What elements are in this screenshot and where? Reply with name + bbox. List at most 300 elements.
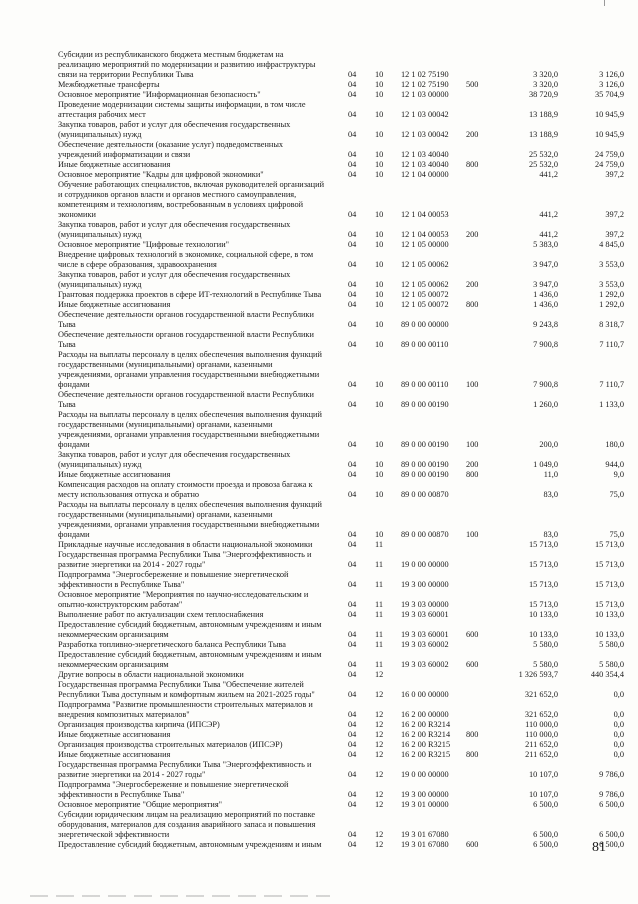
- row-name: Закупка товаров, работ и услуг для обеспечения государственных (муниципальных) нужд: [58, 270, 291, 289]
- row-target-article: 12 1 05 00000: [401, 240, 449, 249]
- row-section-code: 04: [348, 280, 357, 289]
- row-amount-year1: 1 049,0: [533, 460, 558, 469]
- row-amount-year2: 4 845,0: [599, 240, 624, 249]
- table-row: [0, 740, 638, 750]
- row-section-code: 04: [348, 800, 357, 809]
- row-name: Обеспечение деятельности (оказание услуг) подведомственных учреждений информатизации и связи: [58, 140, 284, 159]
- row-expense-type: 600: [466, 630, 479, 639]
- table-row: [0, 300, 638, 310]
- row-name: Подпрограмма "Энергосбережение и повышение энергетической эффективности в Республике Тыва": [58, 570, 289, 589]
- table-row: [0, 50, 638, 80]
- row-expense-type: 200: [466, 280, 479, 289]
- row-amount-year1: 11,0: [543, 470, 558, 479]
- row-amount-year2: 1 133,0: [599, 400, 624, 409]
- row-subsection-code: 10: [375, 460, 384, 469]
- row-target-article: 89 0 00 00190: [401, 400, 449, 409]
- row-subsection-code: 12: [375, 750, 384, 759]
- row-name: Иные бюджетные ассигнования: [58, 160, 171, 169]
- table-row: [0, 800, 638, 810]
- row-target-article: 12 1 05 00062: [401, 260, 449, 269]
- row-subsection-code: 11: [375, 640, 383, 649]
- row-section-code: 04: [348, 530, 357, 539]
- row-amount-year1: 110 000,0: [525, 730, 558, 739]
- row-amount-year2: 7 110,7: [599, 340, 624, 349]
- row-target-article: 19 3 01 67080: [401, 840, 449, 849]
- row-amount-year1: 15 713,0: [528, 540, 558, 549]
- row-name: Субсидии юридическим лицам на реализацию мероприятий по поставке оборудования, материалов для создания аварийного запаса и повышения энергетической эффективности: [58, 810, 316, 839]
- row-amount-year1: 1 260,0: [533, 400, 558, 409]
- row-subsection-code: 12: [375, 790, 384, 799]
- row-target-article: 19 3 03 60002: [401, 640, 449, 649]
- row-subsection-code: 10: [375, 380, 384, 389]
- row-amount-year2: 397,2: [605, 170, 624, 179]
- row-expense-type: 100: [466, 380, 479, 389]
- row-amount-year1: 7 900,8: [533, 340, 558, 349]
- row-amount-year2: 15 713,0: [594, 540, 624, 549]
- row-amount-year2: 10 133,0: [594, 610, 624, 619]
- table-row: [0, 500, 638, 540]
- row-amount-year1: 321 652,0: [524, 690, 558, 699]
- row-subsection-code: 12: [375, 690, 384, 699]
- scan-mark: [604, 0, 605, 6]
- row-name: Закупка товаров, работ и услуг для обеспечения государственных (муниципальных) нужд: [58, 220, 291, 239]
- row-section-code: 04: [348, 170, 357, 179]
- row-section-code: 04: [348, 830, 357, 839]
- row-section-code: 04: [348, 260, 357, 269]
- row-amount-year1: 15 713,0: [528, 600, 558, 609]
- row-subsection-code: 10: [375, 80, 384, 89]
- row-name: Иные бюджетные ассигнования: [58, 750, 171, 759]
- table-row: [0, 240, 638, 250]
- row-amount-year1: 15 713,0: [528, 560, 558, 569]
- row-subsection-code: 10: [375, 340, 384, 349]
- table-row: [0, 670, 638, 680]
- row-name: Межбюджетные трансферты: [58, 80, 160, 89]
- row-section-code: 04: [348, 790, 357, 799]
- row-subsection-code: 10: [375, 440, 384, 449]
- table-row: [0, 160, 638, 170]
- row-amount-year1: 10 133,0: [528, 630, 558, 639]
- row-amount-year1: 15 713,0: [528, 580, 558, 589]
- table-row: [0, 640, 638, 650]
- row-name: Закупка товаров, работ и услуг для обеспечения государственных (муниципальных) нужд: [58, 120, 291, 139]
- row-amount-year1: 25 532,0: [528, 150, 558, 159]
- row-subsection-code: 12: [375, 830, 384, 839]
- row-section-code: 04: [348, 660, 357, 669]
- row-subsection-code: 12: [375, 670, 384, 679]
- row-amount-year2: 35 704,9: [594, 90, 624, 99]
- table-row: [0, 310, 638, 330]
- row-amount-year2: 180,0: [605, 440, 624, 449]
- row-section-code: 04: [348, 560, 357, 569]
- row-section-code: 04: [348, 440, 357, 449]
- row-target-article: 89 0 00 00110: [401, 380, 449, 389]
- row-name: Основное мероприятие "Цифровые технологии": [58, 240, 230, 249]
- row-amount-year2: 7 110,7: [599, 380, 624, 389]
- row-target-article: 12 1 04 00000: [401, 170, 449, 179]
- row-subsection-code: 11: [375, 540, 383, 549]
- row-section-code: 04: [348, 300, 357, 309]
- row-target-article: 12 1 03 00042: [401, 110, 449, 119]
- row-amount-year1: 211 652,0: [525, 750, 558, 759]
- row-subsection-code: 10: [375, 300, 384, 309]
- row-subsection-code: 11: [375, 600, 383, 609]
- row-amount-year2: 9 786,0: [599, 770, 624, 779]
- row-subsection-code: 10: [375, 490, 384, 499]
- row-amount-year2: 397,2: [605, 210, 624, 219]
- row-subsection-code: 10: [375, 260, 384, 269]
- row-target-article: 19 3 03 00000: [401, 600, 449, 609]
- row-target-article: 89 0 00 00870: [401, 530, 449, 539]
- row-amount-year2: 5 580,0: [599, 640, 624, 649]
- row-name: Иные бюджетные ассигнования: [58, 470, 171, 479]
- row-name: Расходы на выплаты персоналу в целях обеспечения выполнения функций государственными (муниципальными) органами, казенными учреждениями, органами управления государственными внебюджетными фондами: [58, 500, 322, 539]
- row-subsection-code: 10: [375, 70, 384, 79]
- table-row: [0, 840, 638, 850]
- row-amount-year2: 6 500,0: [599, 840, 624, 849]
- row-name: Подпрограмма "Энергосбережение и повышение энергетической эффективности в Республике Тыва": [58, 780, 289, 799]
- row-section-code: 04: [348, 690, 357, 699]
- row-target-article: 12 1 05 00072: [401, 300, 449, 309]
- table-row: [0, 250, 638, 270]
- row-target-article: 12 1 03 40040: [401, 160, 449, 169]
- row-amount-year2: 9,0: [613, 470, 624, 479]
- table-row: [0, 450, 638, 470]
- table-row: [0, 270, 638, 290]
- table-row: [0, 330, 638, 350]
- row-subsection-code: 10: [375, 240, 384, 249]
- row-section-code: 04: [348, 380, 357, 389]
- row-amount-year1: 83,0: [543, 530, 558, 539]
- row-target-article: 89 0 00 00190: [401, 470, 449, 479]
- row-target-article: 19 3 01 67080: [401, 830, 449, 839]
- row-name: Обеспечение деятельности органов государственной власти Республики Тыва: [58, 310, 314, 329]
- row-subsection-code: 10: [375, 280, 384, 289]
- table-row: [0, 80, 638, 90]
- row-amount-year1: 5 580,0: [533, 660, 558, 669]
- row-name: Разработка топливно-энергетического баланса Республики Тыва: [58, 640, 286, 649]
- row-name: Основное мероприятие "Мероприятия по научно-исследовательским и опытно-конструкторским работам": [58, 590, 309, 609]
- row-subsection-code: 11: [375, 580, 383, 589]
- row-amount-year1: 10 107,0: [528, 790, 558, 799]
- row-amount-year1: 3 947,0: [533, 280, 558, 289]
- row-amount-year2: 9 786,0: [599, 790, 624, 799]
- page-number: 81: [592, 840, 606, 855]
- row-subsection-code: 10: [375, 320, 384, 329]
- row-expense-type: 100: [466, 440, 479, 449]
- row-section-code: 04: [348, 150, 357, 159]
- row-target-article: 19 0 00 00000: [401, 770, 449, 779]
- table-row: [0, 470, 638, 480]
- row-target-article: 12 1 03 00042: [401, 130, 449, 139]
- row-name: Государственная программа Республики Тыва "Обеспечение жителей Республики Тыва доступным и комфортным жильем на 2021-2025 годы": [58, 680, 315, 699]
- row-subsection-code: 10: [375, 130, 384, 139]
- row-name: Иные бюджетные ассигнования: [58, 730, 171, 739]
- row-target-article: 12 1 02 75190: [401, 80, 449, 89]
- row-section-code: 04: [348, 160, 357, 169]
- row-section-code: 04: [348, 320, 357, 329]
- row-amount-year2: 3 553,0: [599, 260, 624, 269]
- row-name: Организация производства кирпича (ИПСЭР): [58, 720, 220, 729]
- row-section-code: 04: [348, 770, 357, 779]
- row-section-code: 04: [348, 90, 357, 99]
- table-row: [0, 720, 638, 730]
- row-amount-year2: 10 133,0: [594, 630, 624, 639]
- scan-artifact: [30, 895, 330, 897]
- table-row: [0, 180, 638, 220]
- table-row: [0, 810, 638, 840]
- row-amount-year2: 15 713,0: [594, 560, 624, 569]
- row-subsection-code: 12: [375, 770, 384, 779]
- table-row: [0, 550, 638, 570]
- row-amount-year1: 200,0: [539, 440, 558, 449]
- row-subsection-code: 10: [375, 530, 384, 539]
- row-expense-type: 600: [466, 840, 479, 849]
- row-section-code: 04: [348, 470, 357, 479]
- row-target-article: 16 0 00 00000: [401, 690, 449, 699]
- row-amount-year2: 8 318,7: [599, 320, 624, 329]
- row-amount-year1: 5 580,0: [533, 640, 558, 649]
- row-amount-year2: 0,0: [613, 730, 624, 739]
- row-amount-year2: 5 580,0: [599, 660, 624, 669]
- row-subsection-code: 12: [375, 730, 384, 739]
- row-name: Расходы на выплаты персоналу в целях обеспечения выполнения функций государственными (муниципальными) органами, казенными учреждениями, органами управления государственными внебюджетными фондами: [58, 350, 322, 389]
- row-amount-year1: 110 000,0: [525, 720, 558, 729]
- row-section-code: 04: [348, 340, 357, 349]
- row-subsection-code: 12: [375, 840, 384, 849]
- row-target-article: 16 2 00 R3214: [401, 730, 451, 739]
- row-section-code: 04: [348, 750, 357, 759]
- row-target-article: 12 1 04 00053: [401, 230, 449, 239]
- row-expense-type: 800: [466, 750, 479, 759]
- row-target-article: 16 2 00 R3215: [401, 750, 451, 759]
- row-name: Иные бюджетные ассигнования: [58, 300, 171, 309]
- row-amount-year2: 0,0: [613, 750, 624, 759]
- row-amount-year2: 24 759,0: [594, 150, 624, 159]
- row-subsection-code: 11: [375, 560, 383, 569]
- row-target-article: 12 1 05 00062: [401, 280, 449, 289]
- row-section-code: 04: [348, 110, 357, 119]
- row-amount-year2: 0,0: [613, 740, 624, 749]
- row-section-code: 04: [348, 70, 357, 79]
- row-section-code: 04: [348, 710, 357, 719]
- row-name: Предоставление субсидий бюджетным, автономным учреждениям и иным некоммерческим организациям: [58, 620, 322, 639]
- row-amount-year1: 83,0: [543, 490, 558, 499]
- row-expense-type: 200: [466, 230, 479, 239]
- row-subsection-code: 12: [375, 800, 384, 809]
- row-amount-year2: 15 713,0: [594, 600, 624, 609]
- row-expense-type: 200: [466, 130, 479, 139]
- row-name: Другие вопросы в области национальной экономики: [58, 670, 244, 679]
- row-amount-year2: 0,0: [613, 710, 624, 719]
- row-amount-year2: 6 500,0: [599, 830, 624, 839]
- table-row: [0, 610, 638, 620]
- row-name: Прикладные научные исследования в области национальной экономики: [58, 540, 313, 549]
- row-amount-year2: 3 126,0: [599, 70, 624, 79]
- row-name: Основное мероприятие "Кадры для цифровой экономики": [58, 170, 264, 179]
- row-section-code: 04: [348, 540, 357, 549]
- row-section-code: 04: [348, 400, 357, 409]
- row-amount-year1: 1 326 593,7: [518, 670, 558, 679]
- row-section-code: 04: [348, 130, 357, 139]
- row-name: Организация производства строительных материалов (ИПСЭР): [58, 740, 283, 749]
- row-target-article: 19 3 00 00000: [401, 790, 449, 799]
- row-name: Обеспечение деятельности органов государственной власти Республики Тыва: [58, 390, 314, 409]
- row-amount-year2: 6 500,0: [599, 800, 624, 809]
- row-subsection-code: 10: [375, 150, 384, 159]
- row-expense-type: 100: [466, 530, 479, 539]
- row-name: Компенсация расходов на оплату стоимости проезда и провоза багажа к месту использования отпуска и обратно: [58, 480, 313, 499]
- row-amount-year1: 211 652,0: [525, 740, 558, 749]
- row-amount-year2: 10 945,9: [594, 130, 624, 139]
- row-amount-year2: 75,0: [609, 530, 624, 539]
- row-subsection-code: 12: [375, 710, 384, 719]
- row-amount-year2: 440 354,4: [590, 670, 624, 679]
- row-name: Основное мероприятие "Общие мероприятия": [58, 800, 223, 809]
- table-row: [0, 570, 638, 590]
- row-target-article: 19 3 00 00000: [401, 580, 449, 589]
- table-row: [0, 100, 638, 120]
- row-section-code: 04: [348, 580, 357, 589]
- row-expense-type: 800: [466, 300, 479, 309]
- row-amount-year1: 13 188,9: [528, 110, 558, 119]
- row-amount-year1: 441,2: [539, 210, 558, 219]
- row-section-code: 04: [348, 610, 357, 619]
- row-subsection-code: 10: [375, 110, 384, 119]
- row-amount-year1: 10 107,0: [528, 770, 558, 779]
- row-amount-year2: 397,2: [605, 230, 624, 239]
- table-row: [0, 90, 638, 100]
- row-subsection-code: 10: [375, 90, 384, 99]
- table-row: [0, 760, 638, 780]
- row-expense-type: 600: [466, 660, 479, 669]
- row-amount-year1: 441,2: [539, 170, 558, 179]
- row-target-article: 19 3 03 60001: [401, 610, 449, 619]
- row-name: Закупка товаров, работ и услуг для обеспечения государственных (муниципальных) нужд: [58, 450, 291, 469]
- row-amount-year1: 5 383,0: [533, 240, 558, 249]
- row-expense-type: 200: [466, 460, 479, 469]
- row-section-code: 04: [348, 240, 357, 249]
- row-amount-year1: 3 320,0: [533, 70, 558, 79]
- table-row: [0, 620, 638, 640]
- row-target-article: 12 1 02 75190: [401, 70, 449, 79]
- table-row: [0, 170, 638, 180]
- row-target-article: 16 2 00 R3215: [401, 740, 451, 749]
- row-target-article: 16 2 00 00000: [401, 710, 449, 719]
- table-row: [0, 780, 638, 800]
- row-target-article: 89 0 00 00190: [401, 440, 449, 449]
- row-amount-year2: 24 759,0: [594, 160, 624, 169]
- row-section-code: 04: [348, 720, 357, 729]
- table-row: [0, 390, 638, 410]
- row-amount-year1: 25 532,0: [528, 160, 558, 169]
- row-amount-year1: 7 900,8: [533, 380, 558, 389]
- row-amount-year2: 3 553,0: [599, 280, 624, 289]
- row-subsection-code: 12: [375, 720, 384, 729]
- row-expense-type: 500: [466, 80, 479, 89]
- row-target-article: 19 3 03 60002: [401, 660, 449, 669]
- row-amount-year2: 1 292,0: [599, 300, 624, 309]
- row-amount-year2: 1 292,0: [599, 290, 624, 299]
- row-name: Обеспечение деятельности органов государственной власти Республики Тыва: [58, 330, 314, 349]
- row-amount-year1: 38 720,9: [528, 90, 558, 99]
- row-amount-year1: 3 947,0: [533, 260, 558, 269]
- row-amount-year1: 1 436,0: [533, 300, 558, 309]
- row-name: Государственная программа Республики Тыва "Энергоэффективность и развитие энергетики на 2014 - 2027 годы": [58, 550, 312, 569]
- row-subsection-code: 12: [375, 740, 384, 749]
- row-amount-year2: 0,0: [613, 690, 624, 699]
- row-section-code: 04: [348, 290, 357, 299]
- row-amount-year1: 3 320,0: [533, 80, 558, 89]
- row-amount-year1: 13 188,9: [528, 130, 558, 139]
- table-row: [0, 290, 638, 300]
- row-amount-year1: 1 436,0: [533, 290, 558, 299]
- row-amount-year1: 441,2: [539, 230, 558, 239]
- table-row: [0, 650, 638, 670]
- row-section-code: 04: [348, 600, 357, 609]
- row-target-article: 89 0 00 00190: [401, 460, 449, 469]
- row-section-code: 04: [348, 80, 357, 89]
- row-amount-year2: 15 713,0: [594, 580, 624, 589]
- row-name: Проведение модернизации системы защиты информации, в том числе аттестация рабочих мест: [58, 100, 306, 119]
- row-section-code: 04: [348, 670, 357, 679]
- row-amount-year1: 6 500,0: [533, 800, 558, 809]
- row-amount-year2: 944,0: [605, 460, 624, 469]
- row-target-article: 16 2 00 R3214: [401, 720, 451, 729]
- row-target-article: 12 1 03 00000: [401, 90, 449, 99]
- row-amount-year2: 10 945,9: [594, 110, 624, 119]
- row-expense-type: 800: [466, 470, 479, 479]
- row-subsection-code: 10: [375, 290, 384, 299]
- row-amount-year2: 0,0: [613, 720, 624, 729]
- table-row: [0, 590, 638, 610]
- row-name: Государственная программа Республики Тыва "Энергоэффективность и развитие энергетики на 2014 - 2027 годы": [58, 760, 312, 779]
- row-expense-type: 800: [466, 730, 479, 739]
- row-section-code: 04: [348, 630, 357, 639]
- row-name: Предоставление субсидий бюджетным, автономным учреждениям и иным: [58, 840, 322, 849]
- row-subsection-code: 11: [375, 660, 383, 669]
- table-row: [0, 140, 638, 160]
- row-target-article: 19 3 03 60001: [401, 630, 449, 639]
- row-subsection-code: 11: [375, 630, 383, 639]
- row-subsection-code: 11: [375, 610, 383, 619]
- table-row: [0, 480, 638, 500]
- row-subsection-code: 10: [375, 210, 384, 219]
- row-amount-year2: 3 126,0: [599, 80, 624, 89]
- row-expense-type: 800: [466, 160, 479, 169]
- row-subsection-code: 10: [375, 230, 384, 239]
- row-subsection-code: 10: [375, 400, 384, 409]
- row-name: Предоставление субсидий бюджетным, автономным учреждениям и иным некоммерческим организациям: [58, 650, 322, 669]
- row-target-article: 12 1 03 40040: [401, 150, 449, 159]
- row-section-code: 04: [348, 730, 357, 739]
- row-amount-year2: 75,0: [609, 490, 624, 499]
- table-row: [0, 410, 638, 450]
- table-row: [0, 750, 638, 760]
- row-amount-year1: 321 652,0: [524, 710, 558, 719]
- table-row: [0, 350, 638, 390]
- row-target-article: 12 1 05 00072: [401, 290, 449, 299]
- row-section-code: 04: [348, 740, 357, 749]
- row-amount-year1: 9 243,8: [533, 320, 558, 329]
- row-name: Основное мероприятие "Информационная безопасность": [58, 90, 261, 99]
- table-row: [0, 680, 638, 700]
- row-subsection-code: 10: [375, 470, 384, 479]
- row-section-code: 04: [348, 490, 357, 499]
- row-section-code: 04: [348, 460, 357, 469]
- row-target-article: 12 1 04 00053: [401, 210, 449, 219]
- row-name: Выполнение работ по актуализации схем теплоснабжения: [58, 610, 264, 619]
